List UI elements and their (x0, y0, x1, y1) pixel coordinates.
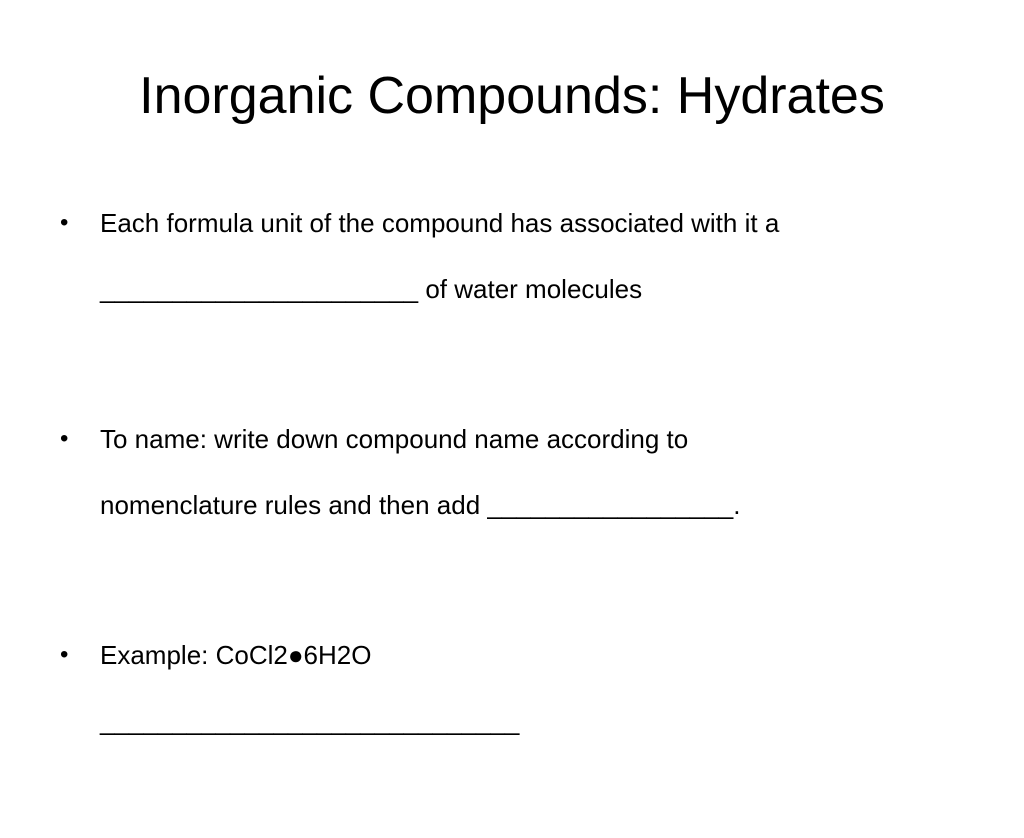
bullet-text-line: nomenclature rules and then add _________________. (100, 490, 741, 520)
bullet-list (60, 190, 980, 838)
slide-title: Inorganic Compounds: Hydrates (139, 67, 885, 125)
bullet-text-line: Each formula unit of the compound has associated with it a (100, 208, 780, 238)
bullet-icon: • (60, 641, 69, 668)
bullet-text-line: ______________________ of water molecules (100, 274, 643, 304)
bullet-text-line: _____________________________ (100, 706, 520, 736)
bullet-text-line: To name: write down compound name according to (100, 424, 689, 454)
bullet-icon: • (60, 209, 69, 236)
bullet-icon: • (60, 425, 69, 452)
bullet-text-line: Example: CoCl2●6H2O (100, 640, 372, 670)
bullet-item-naming-rule (60, 406, 980, 538)
bullet-item-example (60, 622, 980, 754)
bullet-item-hydrate-definition (60, 190, 980, 322)
